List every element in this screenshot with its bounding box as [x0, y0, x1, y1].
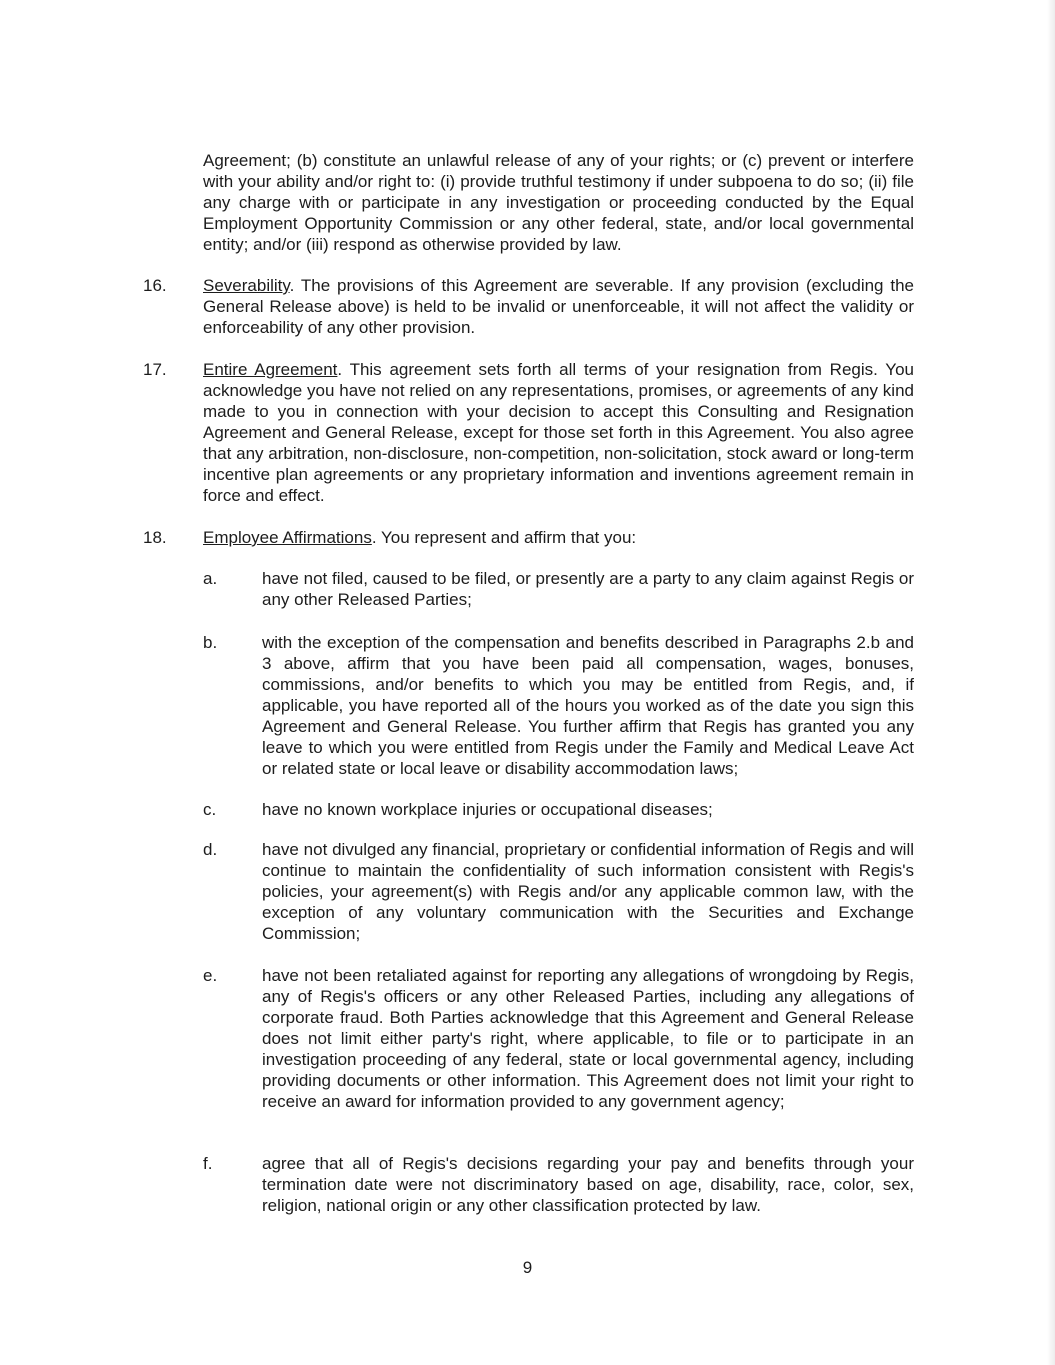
- section-heading: Entire Agreement: [203, 360, 338, 379]
- subitem-d: [203, 839, 914, 944]
- subitem-a: [203, 568, 914, 610]
- section-number: 18.: [143, 528, 167, 547]
- section-heading: Employee Affirmations: [203, 528, 372, 547]
- section-number: 16.: [143, 276, 167, 295]
- subitem-text: have not filed, caused to be filed, or presently are a party to any claim against Regis or any other Released Parties;: [262, 569, 914, 609]
- subitem-text: have not been retaliated against for reporting any allegations of wrongdoing by Regis, any of Regis's officers or any other Released Parties, including any allegations of corporate fraud. Both Parties acknowledge that this Agreement and General Release does not limit either party's right, where applicable, to file or to participate in an investigation proceeding of any federal, state or local governmental agency, including providing documents or other information. This Agreement does not limit your right to receive an award for information provided to any government agency;: [262, 966, 914, 1111]
- section-heading: Severability: [203, 276, 290, 295]
- subitem-letter: b.: [203, 633, 218, 652]
- subitem-e: [203, 965, 914, 1112]
- subitem-f: [203, 1153, 914, 1216]
- subitem-b: [203, 632, 914, 779]
- section-body: [203, 359, 914, 506]
- subitem-c: [203, 799, 914, 820]
- intro-paragraph: Agreement; (b) constitute an unlawful release of any of your rights; or (c) prevent or interfere with your ability and/or right to: (i) provide truthful testimony if under subpoena to do so; (ii) file any charge with or participate in any investigation or proceeding conducted by the Equal Employment Opportunity Commission or any other federal, state, and/or local governmental entity; and/or (iii) respond as otherwise provided by law.: [203, 151, 914, 254]
- subitem-text: with the exception of the compensation and benefits described in Paragraphs 2.b and 3 above, affirm that you have been paid all compensation, wages, bonuses, commissions, and/or benefits to which you may be entitled from Regis, and, if applicable, you have reported all of the hours you worked as of the date you sign this Agreement and General Release. You further affirm that Regis has granted you any leave to which you were entitled from Regis under the Family and Medical Leave Act or related state or local leave or disability accommodation laws;: [262, 633, 914, 778]
- section-16-severability: [143, 275, 914, 338]
- section-17-entire-agreement: [143, 359, 914, 506]
- subitem-letter: c.: [203, 800, 217, 819]
- section-body: [203, 527, 914, 548]
- section-text: . This agreement sets forth all terms of your resignation from Regis. You acknowledge you have not relied on any representations, promises, or agreements of any kind made to you in connection with your decision to accept this Consulting and Resignation Agreement and General Release, except for those set forth in this Agreement. You also agree that any arbitration, non-disclosure, non-competition, non-solicitation, stock award or long-term incentive plan agreements or any proprietary information and inventions agreement remain in force and effect.: [203, 360, 914, 505]
- subitem-letter: a.: [203, 569, 218, 588]
- subitem-text: have no known workplace injuries or occupational diseases;: [262, 800, 713, 819]
- page-edge-shadow: [1047, 0, 1055, 1365]
- page-number: 9: [522, 1258, 533, 1277]
- subitem-text: agree that all of Regis's decisions regarding your pay and benefits through your termination date were not discriminatory based on age, disability, race, color, sex, religion, national origin or any other classification protected by law.: [262, 1154, 914, 1215]
- section-body: [203, 275, 914, 338]
- subitem-letter: f.: [203, 1154, 213, 1173]
- section-text: . You represent and affirm that you:: [371, 528, 637, 547]
- section-text: . The provisions of this Agreement are severable. If any provision (excluding the General Release above) is held to be invalid or unenforceable, it will not affect the validity or enforceability of any other provision.: [203, 276, 914, 337]
- section-number: 17.: [143, 360, 167, 379]
- section-18-employee-affirmations: [143, 527, 914, 548]
- subitem-text: have not divulged any financial, proprietary or confidential information of Regis and will continue to maintain the confidentiality of such information consistent with Regis's policies, your agreement(s) with Regis and/or any applicable common law, with the exception of any voluntary communication with the Securities and Exchange Commission;: [262, 840, 914, 943]
- subitem-letter: e.: [203, 966, 218, 985]
- subitem-letter: d.: [203, 840, 218, 859]
